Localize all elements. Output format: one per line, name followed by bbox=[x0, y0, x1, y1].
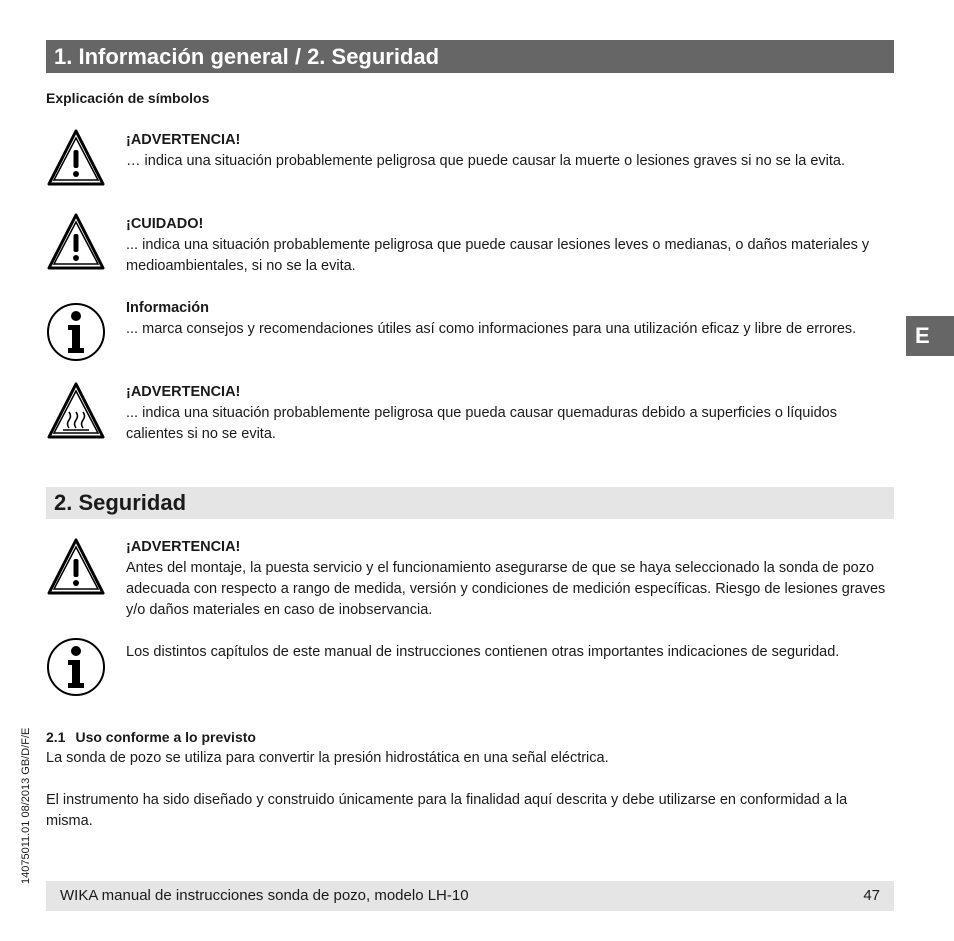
warning-triangle-icon bbox=[46, 211, 106, 271]
symbol-title: ¡CUIDADO! bbox=[126, 216, 204, 232]
subsection-paragraph: El instrumento ha sido diseñado y construido únicamente para la finalidad aquí descrita y debe utilizarse en conformidad a la misma. bbox=[46, 792, 848, 829]
symbol-information bbox=[126, 298, 894, 340]
subsection-number: 2.1 bbox=[46, 729, 66, 745]
document-code: 14075011.01 08/2013 GB/D/F/E bbox=[20, 727, 32, 884]
footer-text: WIKA manual de instrucciones sonda de pozo, modelo LH-10 bbox=[60, 887, 469, 904]
language-tab: E bbox=[906, 316, 954, 356]
page-title: 1. Información general / 2. Seguridad bbox=[46, 40, 894, 73]
symbol-title: ¡ADVERTENCIA! bbox=[126, 132, 241, 148]
security-info bbox=[126, 642, 894, 663]
warning-text: Antes del montaje, la puesta servicio y el funcionamiento asegurarse de que se haya seleccionado la sonda de pozo adecuada con respecto a rango de medida, versión y condiciones de medición específicas. Riesgo de lesiones graves y/o daños materiales en caso de inobservancia. bbox=[126, 560, 886, 618]
footer bbox=[46, 881, 894, 911]
symbol-text: ... marca consejos y recomendaciones útiles así como informaciones para una utilización eficaz y libre de errores. bbox=[126, 321, 857, 337]
symbol-title: ¡ADVERTENCIA! bbox=[126, 384, 241, 400]
information-circle-icon bbox=[46, 302, 106, 362]
warning-title: ¡ADVERTENCIA! bbox=[126, 539, 241, 555]
security-warning bbox=[126, 537, 894, 621]
warning-triangle-icon bbox=[46, 536, 106, 596]
subsection-intended-use bbox=[46, 727, 894, 769]
symbols-heading: Explicación de símbolos bbox=[46, 90, 210, 106]
info-text: Los distintos capítulos de este manual de instrucciones contienen otras importantes indicaciones de seguridad. bbox=[126, 644, 840, 660]
subsection-title: Uso conforme a lo previsto bbox=[75, 729, 256, 745]
information-circle-icon bbox=[46, 637, 106, 697]
subsection-heading bbox=[46, 727, 894, 748]
symbol-title: Información bbox=[126, 300, 209, 316]
symbol-text: … indica una situación probablemente peligrosa que puede causar la muerte o lesiones graves si no se la evita. bbox=[126, 153, 845, 169]
symbol-caution bbox=[126, 214, 894, 277]
symbol-hot-surface bbox=[126, 382, 894, 445]
symbol-text: ... indica una situación probablemente peligrosa que puede causar lesiones leves o medianas, o daños materiales y medioambientales, si no se la evita. bbox=[126, 237, 870, 274]
symbol-text: ... indica una situación probablemente peligrosa que pueda causar quemaduras debido a superficies o líquidos calientes si no se evita. bbox=[126, 405, 837, 442]
page-number: 47 bbox=[863, 887, 880, 904]
hot-surface-icon bbox=[46, 380, 106, 440]
symbol-warning bbox=[126, 130, 894, 172]
warning-triangle-icon bbox=[46, 127, 106, 187]
section-title: 2. Seguridad bbox=[46, 487, 894, 519]
subsection-text: La sonda de pozo se utiliza para convertir la presión hidrostática en una señal eléctrica. bbox=[46, 750, 609, 766]
